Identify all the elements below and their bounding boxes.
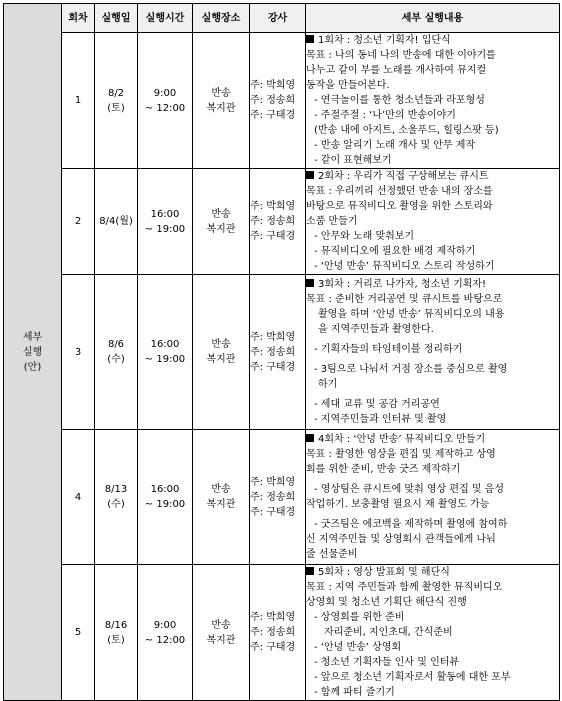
session-content <box>306 33 560 169</box>
date-line: (수) <box>107 354 125 365</box>
place-line: 복지관 <box>206 354 236 365</box>
content-line: 목표 : 촬영한 영상을 편집 및 제작하고 상영 <box>306 449 496 460</box>
content-line: 목표 : 우리끼리 선정했던 반송 내의 장소를 <box>306 186 493 197</box>
instructor-line: 주: 정송희 <box>250 216 296 227</box>
content-line: - 지역주민들과 인터뷰 및 촬영 <box>314 414 447 425</box>
session-time <box>138 169 193 275</box>
content-line: 바탕으로 뮤직비디오 촬영을 위한 스토리와 <box>306 201 493 212</box>
header-row <box>4 4 560 33</box>
content-line: 목표 : 준비한 거리공연 및 큐시트를 바탕으로 <box>306 294 503 305</box>
place-line: 복지관 <box>206 634 236 646</box>
session-date <box>95 430 138 565</box>
content-line: - 굿즈팀은 에코백을 제작하며 촬영에 참여하 <box>314 519 508 530</box>
square-bullet-icon <box>306 434 314 442</box>
content-line: 촬영을 하며 ‘안녕 반송’ 뮤직비디오의 내용 <box>318 309 505 320</box>
session-instructors <box>250 565 306 701</box>
content-line: 신 지역주민들 및 상영회시 관객들에게 나눠 <box>306 534 496 545</box>
content-line: - 영상팀은 큐시트에 맞춰 영상 편집 및 음성 <box>314 484 505 495</box>
content-line: - ‘안녕 반송’ 상영회 <box>314 642 402 653</box>
session-time <box>138 430 193 565</box>
header-time: 실행시간 <box>138 4 193 33</box>
square-bullet-icon <box>306 279 314 287</box>
session-instructors <box>250 169 306 275</box>
instructor-line: 주: 박희영 <box>250 476 296 488</box>
place-line: 반송 <box>211 339 231 350</box>
instructor-line: 주: 구태경 <box>250 642 296 653</box>
session-date <box>95 33 138 169</box>
instructor-line: 주: 구태경 <box>250 231 296 242</box>
plan-table <box>3 3 560 701</box>
instructor-line: 주: 정송희 <box>250 491 296 503</box>
content-line: - 함께 파티 즐기기 <box>314 687 395 698</box>
content-title-text: 5회차 : 영상 발표회 및 해단식 <box>318 567 450 578</box>
square-bullet-icon <box>306 171 314 179</box>
session-row <box>4 565 560 701</box>
content-line: (반송 내에 아지트, 소울푸드, 힐링스팟 등) <box>314 125 499 136</box>
time-line: ~ 19:00 <box>144 223 186 235</box>
square-bullet-icon <box>306 567 314 575</box>
session-number: 3 <box>62 275 95 430</box>
instructor-line: 주: 박희영 <box>250 80 296 91</box>
session-time <box>138 275 193 430</box>
instructor-line: 주: 구태경 <box>250 361 296 373</box>
session-place <box>193 275 250 430</box>
content-line: - 세대 교류 및 공감 거리공연 <box>314 399 440 410</box>
session-place <box>193 33 250 169</box>
time-line: 16:00 <box>150 339 180 350</box>
header-session: 회차 <box>62 4 95 33</box>
session-instructors <box>250 430 306 565</box>
place-line: 반송 <box>211 87 231 99</box>
place-line: 반송 <box>211 484 231 495</box>
date-line: (토) <box>107 634 125 646</box>
content-title <box>306 432 559 447</box>
place-line: 복지관 <box>206 223 236 235</box>
content-line: - 주절주절 : ‘나’만의 반송이야기 <box>314 110 456 121</box>
date-line: 8/4(월) <box>99 216 133 227</box>
session-content <box>306 430 560 565</box>
session-row <box>4 169 560 275</box>
date-line: (토) <box>107 102 125 114</box>
instructor-line: 주: 박희영 <box>250 612 296 623</box>
instructor-line: 주: 정송희 <box>250 95 296 106</box>
content-line: 상영회 및 청소년 기획단 해단식 진행 <box>306 597 467 608</box>
session-number: 4 <box>62 430 95 565</box>
content-line: - 3팀으로 나눠서 거점 장소를 중심으로 촬영 <box>314 364 508 375</box>
session-row <box>4 275 560 430</box>
content-line: 을 지역주민들과 촬영한다. <box>318 324 434 335</box>
time-line: 9:00 <box>153 87 177 99</box>
content-line: 줄 선물준비 <box>306 549 358 560</box>
content-title <box>306 277 559 292</box>
content-title-text: 3회차 : 거리로 나가자, 청소년 기획자! <box>318 279 487 290</box>
content-line: 하기 <box>318 379 338 390</box>
content-line: - 뮤직비디오에 필요한 배경 제작하기 <box>314 246 476 257</box>
session-row <box>4 33 560 169</box>
content-line: - 반송 알리기 노래 개사 및 안무 제작 <box>314 140 476 151</box>
instructor-line: 주: 구태경 <box>250 110 296 121</box>
content-line: 목표 : 지역 주민들과 함께 촬영한 뮤직비디오 <box>306 582 503 593</box>
time-line: 16:00 <box>150 484 180 495</box>
square-bullet-icon <box>306 35 314 43</box>
content-line: 동작을 만들어본다. <box>306 80 390 91</box>
date-line: (수) <box>107 499 125 510</box>
session-date <box>95 275 138 430</box>
content-line: 회를 위한 준비, 반송 굿즈 제작하기 <box>306 464 461 475</box>
side-label-line: (안) <box>23 361 42 373</box>
side-label <box>4 4 62 701</box>
instructor-line: 주: 정송희 <box>250 627 296 638</box>
session-content <box>306 275 560 430</box>
date-line: 8/6 <box>107 339 125 350</box>
time-line: ~ 19:00 <box>144 354 186 365</box>
session-row <box>4 430 560 565</box>
time-line: ~ 12:00 <box>144 634 186 646</box>
session-time <box>138 33 193 169</box>
content-line: 자리준비, 지인초대, 간식준비 <box>324 627 453 638</box>
session-instructors <box>250 33 306 169</box>
header-instructor: 강사 <box>250 4 306 33</box>
content-line: 목표 : 나의 동네 나의 반송에 대한 이야기를 <box>306 50 496 61</box>
session-place <box>193 565 250 701</box>
content-line: - 청소년 기획자들 인사 및 인터뷰 <box>314 657 460 668</box>
instructor-line: 주: 구태경 <box>250 506 296 518</box>
content-title <box>306 169 559 184</box>
content-line: - 같이 표현해보기 <box>314 155 392 166</box>
time-line: ~ 19:00 <box>144 499 186 510</box>
header-place: 실행장소 <box>193 4 250 33</box>
session-date <box>95 169 138 275</box>
content-title <box>306 565 559 580</box>
session-place <box>193 169 250 275</box>
instructor-line: 주: 박희영 <box>250 331 296 343</box>
session-instructors <box>250 275 306 430</box>
session-content <box>306 169 560 275</box>
content-title-text: 4회차 : ‘안녕 반송’ 뮤직비디오 만들기 <box>318 434 486 445</box>
content-title <box>306 33 559 48</box>
content-line: - 연극놀이를 통한 청소년들과 라포형성 <box>314 95 485 106</box>
instructor-line: 주: 박희영 <box>250 201 296 212</box>
instructor-line: 주: 정송희 <box>250 346 296 358</box>
session-number: 1 <box>62 33 95 169</box>
content-line: - ‘안녕 반송’ 뮤직비디오 스토리 작성하기 <box>314 261 495 272</box>
time-line: ~ 12:00 <box>144 102 186 114</box>
side-label-line: 세부 <box>22 331 43 343</box>
content-line: 작업하기. 보충촬영 필요시 재 촬영도 가능 <box>306 499 490 510</box>
content-line: - 안무와 노래 맞춰보기 <box>314 231 415 242</box>
place-line: 복지관 <box>206 499 236 510</box>
time-line: 9:00 <box>153 619 177 631</box>
header-content: 세부 실행내용 <box>306 4 560 33</box>
header-date: 실행일 <box>95 4 138 33</box>
content-line: - 상영회를 위한 준비 <box>314 612 405 623</box>
content-title-text: 2회차 : 우리가 직접 구상해보는 큐시트 <box>318 171 489 182</box>
session-number: 5 <box>62 565 95 701</box>
content-line: - 기획자들의 타임테이블 정리하기 <box>314 344 463 355</box>
date-line: 8/13 <box>104 484 128 495</box>
time-line: 16:00 <box>150 208 180 220</box>
side-label-line: 실행 <box>22 346 43 358</box>
session-number: 2 <box>62 169 95 275</box>
place-line: 복지관 <box>206 102 236 114</box>
place-line: 반송 <box>211 619 231 631</box>
content-title-text: 1회차 : 청소년 기획자! 입단식 <box>318 35 451 46</box>
session-date <box>95 565 138 701</box>
session-place <box>193 430 250 565</box>
session-time <box>138 565 193 701</box>
content-line: - 앞으로 청소년 기획자로서 활동에 대한 포부 <box>314 672 511 683</box>
place-line: 반송 <box>211 208 231 220</box>
content-line: 소품 만들기 <box>306 216 358 227</box>
session-content <box>306 565 560 701</box>
date-line: 8/16 <box>104 619 128 631</box>
content-line: 나누고 같이 부를 노래를 개사하여 뮤지컬 <box>306 65 487 76</box>
date-line: 8/2 <box>107 87 125 99</box>
